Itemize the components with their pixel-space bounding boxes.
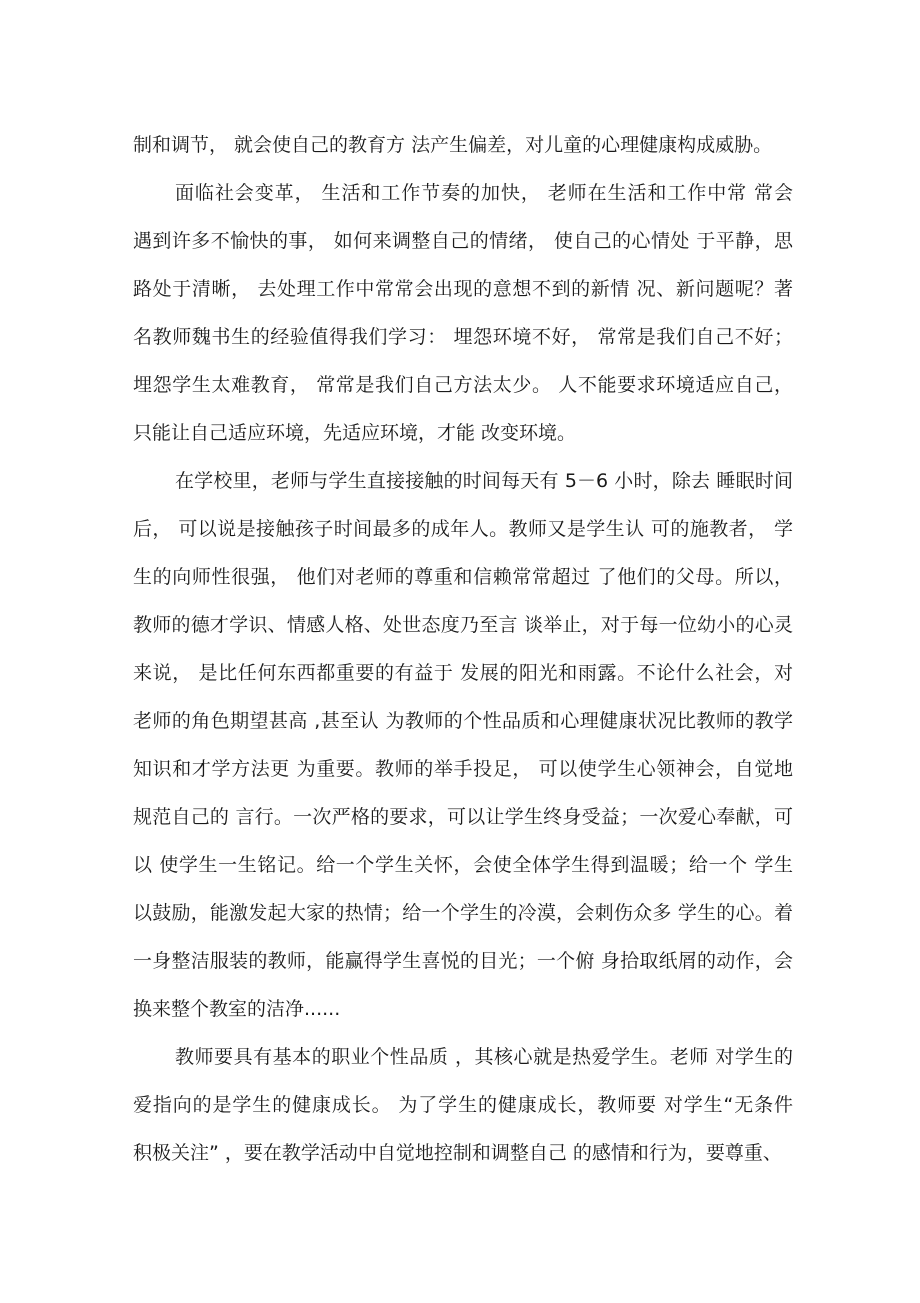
text-line: 积极关注” ，要在教学活动中自觉地控制和调整自己 的感情和行为，要尊重、: [133, 1142, 782, 1164]
paragraph: [133, 1033, 793, 1177]
text-line: 教师要具有基本的职业个性品质 ，其核心就是热爱学生。老师 对学生的: [175, 1046, 793, 1068]
document-body: [133, 121, 793, 1177]
text-line: 在学校里，老师与学生直接接触的时间每天有 5－6 小时，除去 睡眠时间: [175, 470, 793, 492]
text-line: 以 使学生一生铭记。给一个学生关怀，会使全体学生得到温暖；给一个 学生: [133, 854, 793, 876]
paragraph: [133, 121, 793, 169]
text-line: 路处于清晰， 去处理工作中常常会出现的意想不到的新情 况、新问题呢？著: [133, 278, 793, 300]
text-line: 后， 可以说是接触孩子时间最多的成年人。教师又是学生认 可的施教者， 学: [133, 518, 793, 540]
text-line: 制和调节， 就会使自己的教育方 法产生偏差，对儿童的心理健康构成威胁。: [133, 134, 773, 156]
paragraph: [133, 169, 793, 457]
text-line: 知识和才学方法更 为重要。教师的举手投足， 可以使学生心领神会，自觉地: [133, 758, 793, 780]
text-line: 面临社会变革， 生活和工作节奏的加快， 老师在生活和工作中常 常会: [175, 182, 793, 204]
text-line: 教师的德才学识、情感人格、处世态度乃至言 谈举止，对于每一位幼小的心灵: [133, 614, 793, 636]
text-line: 名教师魏书生的经验值得我们学习： 埋怨环境不好， 常常是我们自己不好；: [133, 326, 793, 348]
text-line: 规范自己的 言行。一次严格的要求，可以让学生终身受益；一次爱心奉献，可: [133, 806, 793, 828]
text-line: 爱指向的是学生的健康成长。 为了学生的健康成长，教师要 对学生“无条件: [133, 1094, 793, 1116]
text-line: 只能让自己适应环境，先适应环境，才能 改变环境。: [133, 422, 577, 444]
text-line: 埋怨学生太难教育， 常常是我们自己方法太少。 人不能要求环境适应自己，: [133, 374, 793, 396]
text-line: 以鼓励，能激发起大家的热情；给一个学生的冷漠，会刺伤众多 学生的心。着: [133, 902, 793, 924]
text-line: 来说， 是比任何东西都重要的有益于 发展的阳光和雨露。不论什么社会，对: [133, 662, 793, 684]
text-line: 换来整个教室的洁净......: [133, 998, 341, 1020]
text-line: 遇到许多不愉快的事， 如何来调整自己的情绪， 使自己的心情处 于平静，思: [133, 230, 793, 252]
text-line: 老师的角色期望甚高 ,甚至认 为教师的个性品质和心理健康状况比教师的教学: [133, 710, 793, 732]
text-line: 生的向师性很强， 他们对老师的尊重和信赖常常超过 了他们的父母。所以，: [133, 566, 793, 588]
text-line: 一身整洁服装的教师，能赢得学生喜悦的目光；一个俯 身拾取纸屑的动作，会: [133, 950, 793, 972]
paragraph: [133, 457, 793, 1033]
